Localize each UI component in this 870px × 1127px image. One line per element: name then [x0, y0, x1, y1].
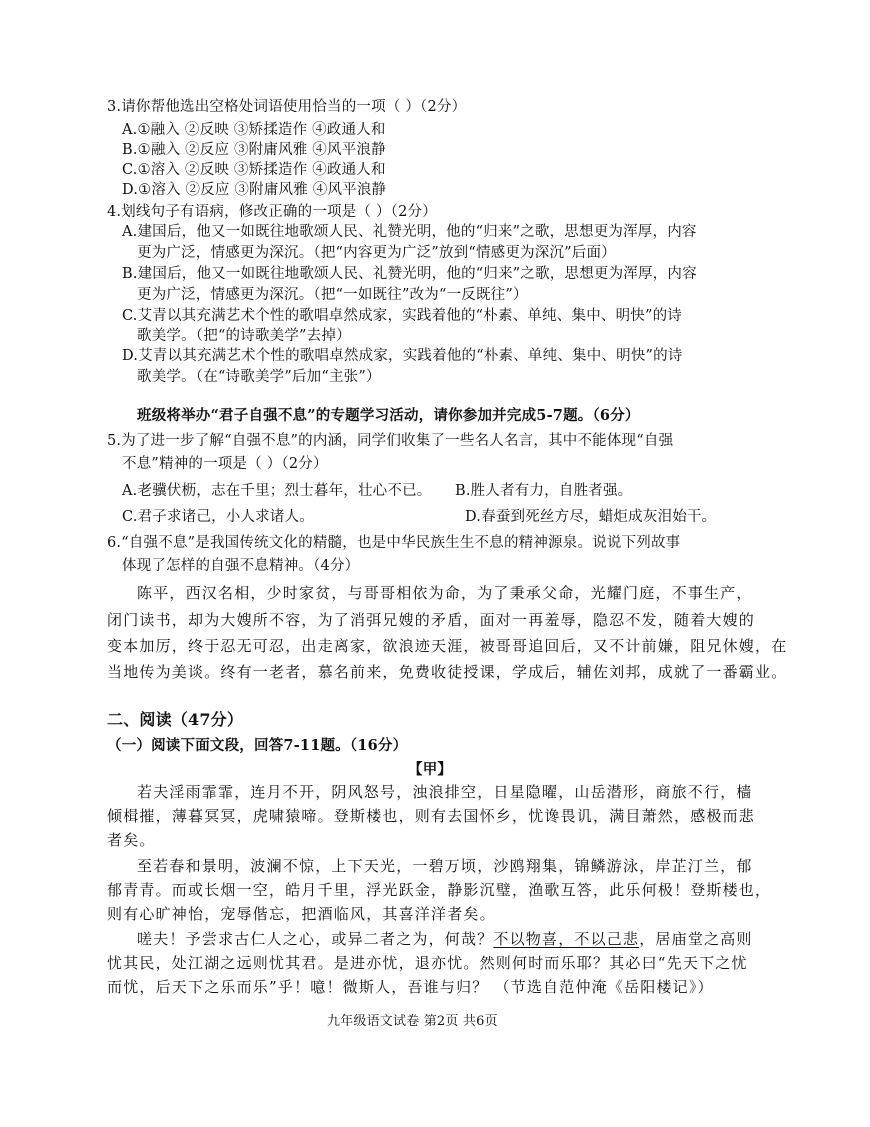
underlined-sentence: 不以物喜，不以己悲: [493, 930, 640, 948]
section-2-title: 二、阅读（47分）: [107, 710, 244, 729]
q5-option-d: D.春蚕到死丝方尽，蜡炬成灰泪始干。: [465, 509, 717, 525]
q6-stem-line1: 6.“自强不息”是我国传统文化的精髓，也是中华民族生生不息的精神源泉。说说下列故事: [107, 535, 681, 551]
passage-p2-line1: 至若春和景明，波澜不惊，上下天光，一碧万顷，沙鸥翔集，锦鳞游泳，岸芷汀兰，郁: [137, 857, 753, 875]
q4-stem: 4.划线句子有语病，修改正确的一项是（ ）（2分）: [107, 204, 437, 220]
q5-stem-line1: 5.为了进一步了解“自强不息”的内涵，同学们收集了一些名人名言，其中不能体现“自强: [107, 433, 674, 449]
q3-option-c: C.①溶入 ②反映 ③矫揉造作 ④政通人和: [122, 162, 386, 178]
q4-option-d-line2: 歌美学。（在“诗歌美学”后加“主张”）: [137, 369, 381, 385]
q3-option-b: B.①融入 ②反应 ③附庸风雅 ④风平浪静: [122, 142, 386, 158]
q4-option-a-line1: A.建国后，他又一如既往地歌颂人民、礼赞光明，他的“归来”之歌，思想更为浑厚，内容: [122, 224, 697, 240]
activity-intro: 班级将举办“君子自强不息”的专题学习活动，请你参加并完成5-7题。（6分）: [137, 407, 640, 424]
passage-p1-line2: 倾楫摧，薄暮冥冥，虎啸猿啼。登斯楼也，则有去国怀乡，忧谗畏讥，满目萧然，感极而悲: [107, 807, 756, 825]
q6-story-line1: 陈平，西汉名相，少时家贫，与哥哥相依为命，为了秉承父命，光耀门庭，不事生产，: [137, 584, 753, 602]
q6-story-line3: 变本加厉，终于忍无可忍，出走离家，欲浪迹天涯，被哥哥追回后，又不计前嫌，阻兄休嫂，在: [107, 637, 788, 655]
q4-option-b-line2: 更为广泛，情感更为深沉。（把“一如既往”改为“一反既往”）: [137, 287, 528, 303]
q3-stem: 3.请你帮他选出空格处词语使用恰当的一项（ ）（2分）: [107, 99, 467, 115]
passage-p1-line3: 者矣。: [107, 831, 156, 849]
q6-story-line4: 当地传为美谈。终有一老者，慕名前来，免费收徒授课，学成后，辅佐刘邦，成就了一番霸业。: [107, 663, 788, 681]
q5-stem-line2: 不息”精神的一项是（ ）（2分）: [122, 456, 328, 472]
passage-p3-line1-part1: 嗟夫！予尝求古仁人之心，或异二者之为，何哉？: [137, 930, 494, 948]
q5-option-b: B.胜人者有力，自胜者强。: [455, 483, 633, 499]
q5-option-c: C.君子求诸己，小人求诸人。: [122, 509, 314, 525]
passage-p1-line1: 若夫淫雨霏霏，连月不开，阴风怒号，浊浪排空，日星隐曜，山岳潜形，商旅不行，樯: [137, 783, 753, 801]
passage-jia-label: 【甲】: [408, 761, 453, 778]
q4-option-a-line2: 更为广泛，情感更为深沉。（把“内容更为广泛”放到“情感更为深沉”后面）: [137, 245, 616, 261]
q6-story-line2: 闭门读书，却为大嫂所不容，为了消弭兄嫂的矛盾，面对一再羞辱，隐忍不发，随着大嫂的: [107, 611, 756, 629]
q4-option-b-line1: B.建国后，他又一如既往地歌颂人民、礼赞光明，他的“归来”之歌，思想更为浑厚，内容: [122, 266, 697, 282]
page-footer: 九年级语文试卷 第2页 共6页: [327, 1014, 498, 1029]
passage-p2-line2: 郁青青。而或长烟一空，皓月千里，浮光跃金，静影沉璧，渔歌互答，此乐何极！登斯楼也，: [107, 881, 772, 899]
q6-stem-line2: 体现了怎样的自强不息精神。（4分）: [122, 558, 360, 574]
q4-option-d-line1: D.艾青以其充满艺术个性的歌唱卓然成家，实践着他的“朴素、单纯、集中、明快”的诗: [122, 348, 683, 364]
passage-p3-line3: 而忧，后天下之乐而乐”乎！噫！微斯人，吾谁与归？ （节选自范仲淹《岳阳楼记》）: [107, 978, 714, 996]
q3-option-a: A.①融入 ②反映 ③矫揉造作 ④政通人和: [122, 122, 386, 138]
passage-p3-line1-part2: ，居庙堂之高则: [639, 930, 753, 948]
passage-p2-line3: 则有心旷神怡，宠辱偕忘，把酒临风，其喜洋洋者矣。: [107, 905, 496, 923]
passage-p3-line2: 忧其民，处江湖之远则忧其君。是进亦忧，退亦忧。然则何时而乐耶？其必曰“先天下之忧: [107, 954, 748, 972]
q4-option-c-line2: 歌美学。（把“的诗歌美学”去掉）: [137, 328, 351, 344]
q4-option-c-line1: C.艾青以其充满艺术个性的歌唱卓然成家，实践着他的“朴素、单纯、集中、明快”的诗: [122, 308, 683, 324]
q5-option-a: A.老骥伏枥，志在千里；烈士暮年，壮心不已。: [122, 483, 432, 499]
section-2-subtitle: （一）阅读下面文段，回答7-11题。（16分）: [107, 737, 408, 754]
q3-option-d: D.①溶入 ②反应 ③附庸风雅 ④风平浪静: [122, 182, 387, 198]
passage-p3-line1: [137, 929, 753, 949]
